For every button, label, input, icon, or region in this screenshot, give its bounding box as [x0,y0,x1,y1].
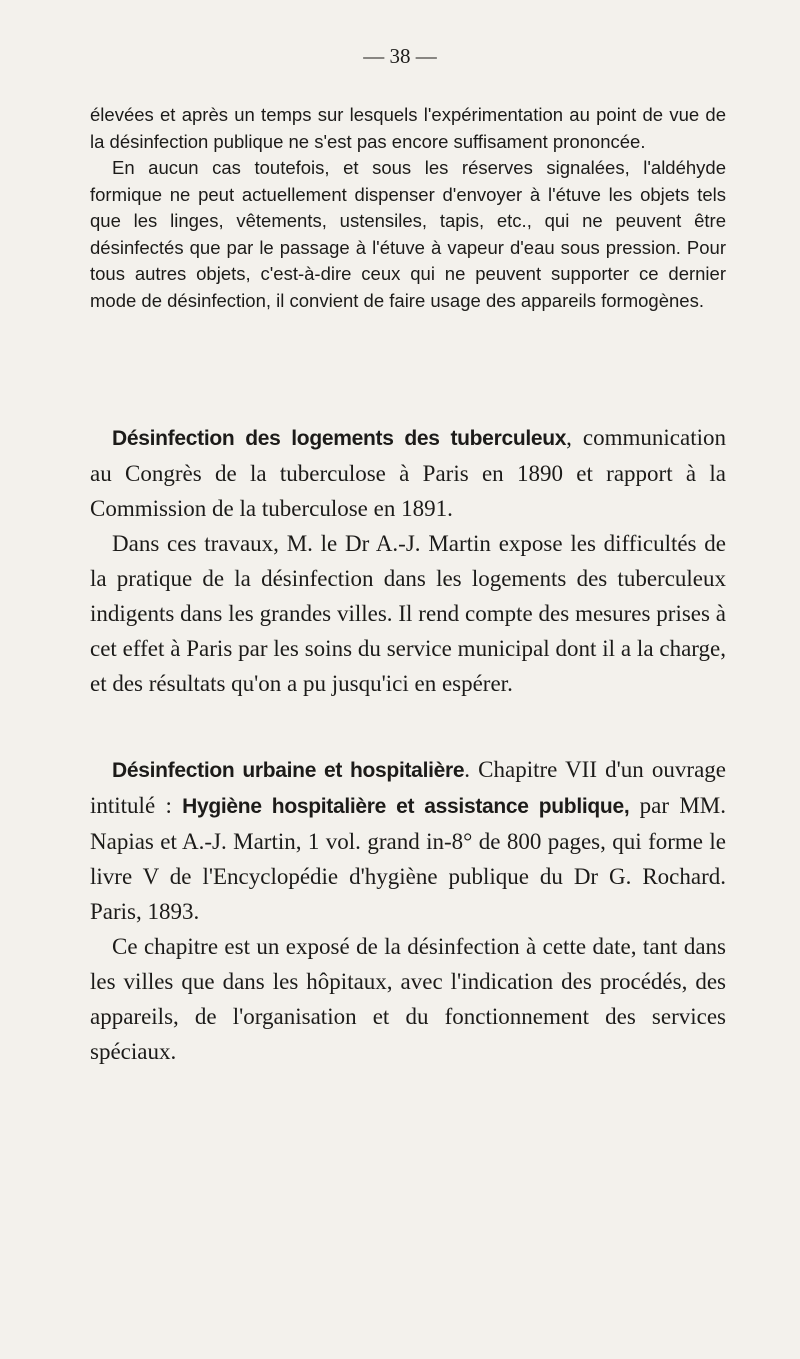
paragraph-continuation: élevées et après un temps sur lesquels l'expérimentation au point de vue de la désinfection publique ne s'est pas encore suffisament prononcée. [90,104,726,152]
entry-chapter: . Chapitre VII d'un ouvrage intitulé : [90,757,726,818]
paragraph-aldehyde: En aucun cas toutefois, et sous les réserves signalées, l'aldéhyde formique ne peut actuellement dispenser d'envoyer à l'étuve les objets tels que les linges, vêtements, ustensiles, tapis, etc., qui ne peuvent être désinfectés que par le passage à l'étuve à vapeur d'eau sous pression. Pour tous autres objets, c'est-à-dire ceux qui ne peuvent supporter ce dernier mode de désinfection, il convient de faire usage des appareils formogènes. [90,157,726,311]
entry-tuberculous-housing [90,420,726,526]
book-title: Hygiène hospitalière et assistance publique, [182,795,630,818]
entry-heading: Désinfection des logements des tuberculeux [112,427,567,450]
entry-urban-hospital [90,752,726,929]
section-formaldehyde-continuation [90,102,726,314]
section-urban-hospital [90,752,726,1069]
entry-heading: Désinfection urbaine et hospitalière [112,759,465,782]
section-tuberculous-housing [90,420,726,701]
paragraph-summary: Dans ces travaux, M. le Dr A.-J. Martin expose les difficultés de la pratique de la désinfection dans les logements des tuberculeux indigents dans les grandes villes. Il rend compte des mesures prises à cet effet à Paris par les soins du service municipal dont il a la charge, et des résultats qu'on a pu jusqu'ici en espérer. [90,531,726,696]
entry-citation: par MM. Napias et A.-J. Martin, 1 vol. grand in-8° de 800 pages, qui forme le livre V de l'Encyclopédie d'hygiène publique du Dr G. Rochard. Paris, 1893. [90,793,726,924]
page-number: — 38 — [363,44,437,68]
entry-citation: , communication au Congrès de la tuberculose à Paris en 1890 et rapport à la Commission de la tuberculose en 1891. [90,425,726,521]
paragraph-summary: Ce chapitre est un exposé de la désinfection à cette date, tant dans les villes que dans les hôpitaux, avec l'indication des procédés, des appareils, de l'organisation et du fonctionnement des services spéciaux. [90,934,726,1064]
